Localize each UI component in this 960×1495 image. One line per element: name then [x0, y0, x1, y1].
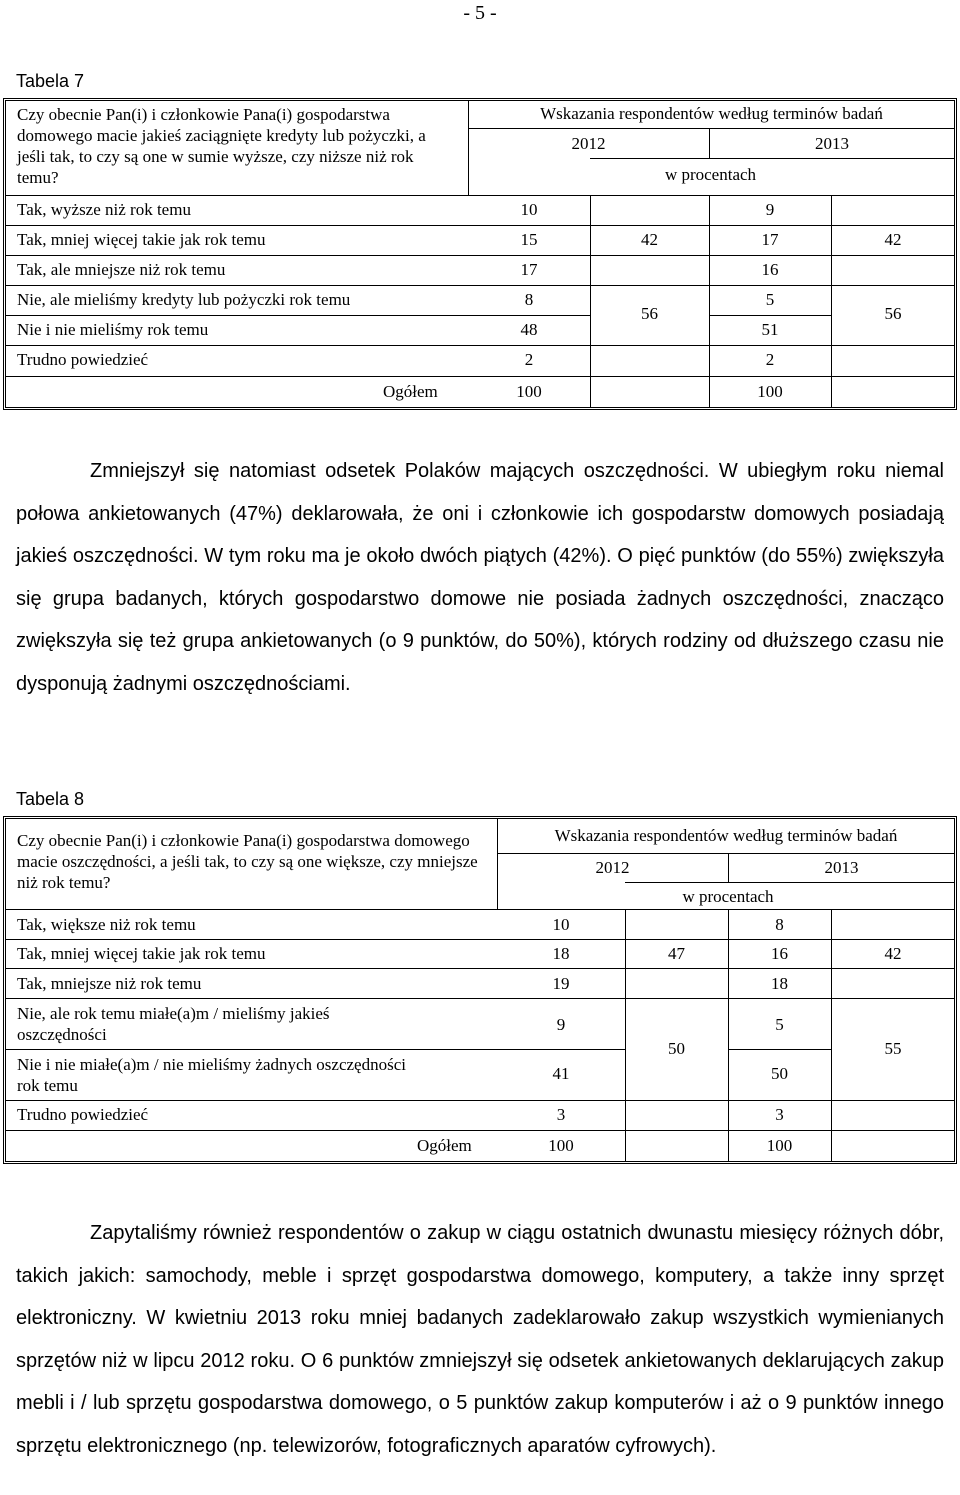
table-7-question: Czy obecnie Pan(i) i członkowie Pana(i) gospodarstwa domowego macie jakieś zaciągnięte kredyty lub pożyczki, a jeśli tak, to czy są one w sumie wyższe, czy niższe niż rok temu? — [17, 105, 426, 187]
table-7-group-no-2013: 56 — [884, 304, 902, 323]
paragraph-savings — [16, 450, 944, 705]
table-8-value-2012: 18 — [552, 944, 570, 963]
table-8-total-2013: 100 — [766, 1136, 793, 1155]
table-8-total-2012: 100 — [548, 1136, 574, 1155]
table-7-total-2012: 100 — [516, 382, 542, 401]
table-7-year-2012: 2012 — [571, 134, 606, 153]
table-7-row-label: Tak, mniej więcej takie jak rok temu — [17, 230, 266, 249]
table-7-row-label: Tak, ale mniejsze niż rok temu — [17, 260, 226, 279]
table-7-value-2012: 8 — [524, 290, 534, 309]
paragraph-purchases — [16, 1212, 944, 1467]
table-7-row-label: Trudno powiedzieć — [17, 350, 149, 369]
table-8-value-2013: 8 — [775, 915, 784, 934]
table-7-group-no-2012: 56 — [641, 304, 658, 323]
table-7-value-2013: 16 — [761, 260, 779, 279]
table-7-year-2013: 2013 — [815, 134, 849, 153]
table-7-value-2013: 5 — [765, 290, 775, 309]
table-7-row-label: Tak, wyższe niż rok temu — [17, 200, 191, 219]
table-7-label: Tabela 7 — [16, 71, 85, 91]
table-8-year-2013: 2013 — [824, 858, 859, 877]
table-7-value-2013: 17 — [761, 230, 779, 249]
table-8-row-label: Tak, mniejsze niż rok temu — [17, 974, 202, 993]
paragraph-purchases-text: Zapytaliśmy również respondentów o zakup w ciągu ostatnich dwunastu miesięcy różnych dóbr, takich jakich: samochody, meble i sprzęt gospodarstwa domowego, komputery, a także inny sprzęt elektroniczny. W kwietniu 2013 roku mniej badanych zadeklarowało zakup wszystkich wymienianych sprzętów niż w lipcu 2012 roku. O 6 punktów zmniejszył się odsetek ankietowanych deklarujących zakup mebli i / lub sprzętu gospodarstwa domowego, o 5 punktów zakup komputerów i aż o 9 punktów innego sprzętu elektronicznego (np. telewizorów, fotograficznych aparatów cyfrowych). — [16, 1222, 944, 1457]
table-7-total-label: Ogółem — [383, 382, 438, 401]
table-8-value-2012: 3 — [556, 1105, 566, 1124]
table-7-group-yes-2012: 42 — [641, 230, 658, 249]
table-8-row-label: Tak, mniej więcej takie jak rok temu — [17, 944, 266, 963]
table-8-value-2013: 50 — [771, 1064, 788, 1083]
table-8-value-2012: 10 — [552, 915, 570, 934]
table-7-value-2012: 10 — [520, 200, 538, 219]
table-8-unit: w procentach — [682, 887, 774, 906]
table-8-value-2012: 19 — [552, 974, 570, 993]
table-7-value-2012: 2 — [524, 350, 534, 369]
table-8-group-yes-2012: 47 — [668, 944, 685, 963]
table-8-value-2013: 3 — [775, 1105, 784, 1124]
table-8-group-yes-2013: 42 — [884, 944, 902, 963]
table-8-row-label: Nie, ale rok temu miałe(a)m / mieliśmy jakieś oszczędności — [17, 1004, 330, 1044]
table-7-value-2013: 2 — [765, 350, 775, 369]
table-7-header: Wskazania respondentów według terminów badań — [540, 104, 883, 123]
table-7-value-2013: 51 — [761, 320, 779, 339]
table-8-label: Tabela 8 — [16, 789, 85, 809]
table-8-row-label: Trudno powiedzieć — [17, 1105, 149, 1124]
table-8-value-2012: 41 — [552, 1064, 570, 1083]
table-8-value-2013: 18 — [771, 974, 788, 993]
table-7-value-2013: 9 — [765, 200, 775, 219]
table-7-row-label: Nie i nie mieliśmy rok temu — [17, 320, 209, 339]
table-8-value-2013: 16 — [771, 944, 788, 963]
table-7-value-2012: 17 — [520, 260, 538, 279]
table-8-value-2013: 5 — [775, 1015, 784, 1034]
table-7-total-2013: 100 — [757, 382, 783, 401]
page-number: - 5 - — [463, 2, 497, 24]
table-8-total-label: Ogółem — [417, 1136, 472, 1155]
table-8-question: Czy obecnie Pan(i) i członkowie Pana(i) gospodarstwa domowego macie oszczędności, a jeśli tak, to czy są one większe, czy mniejsze niż rok temu? — [17, 831, 478, 892]
table-8-header: Wskazania respondentów według terminów badań — [554, 826, 898, 845]
table-7-unit: w procentach — [664, 165, 757, 184]
table-8-row-label: Nie i nie miałe(a)m / nie mieliśmy żadnych oszczędności rok temu — [17, 1055, 406, 1095]
table-7-value-2012: 48 — [520, 320, 538, 339]
table-8-year-2012: 2012 — [595, 858, 630, 877]
table-7-row-label: Nie, ale mieliśmy kredyty lub pożyczki rok temu — [17, 290, 351, 309]
table-8-group-no-2012: 50 — [668, 1039, 685, 1058]
table-7-value-2012: 15 — [520, 230, 538, 249]
table-8-value-2012: 9 — [556, 1015, 566, 1034]
table-7-group-yes-2013: 42 — [884, 230, 902, 249]
table-8-group-no-2013: 55 — [884, 1039, 902, 1058]
paragraph-savings-text: Zmniejszył się natomiast odsetek Polaków mających oszczędności. W ubiegłym roku niemal połowa ankietowanych (47%) deklarowała, że oni i członkowie ich gospodarstw domowych posiadają jakieś oszczędności. W tym roku ma je około dwóch piątych (42%). O pięć punktów (do 55%) zwiększyła się grupa badanych, których gospodarstwo domowe nie posiada żadnych oszczędności, znacząco zwiększyła się też grupa ankietowanych (o 9 punktów, do 50%), których rodziny od dłuższego czasu nie dysponują żadnymi oszczędnościami. — [16, 460, 944, 695]
table-8-row-label: Tak, większe niż rok temu — [17, 915, 196, 934]
